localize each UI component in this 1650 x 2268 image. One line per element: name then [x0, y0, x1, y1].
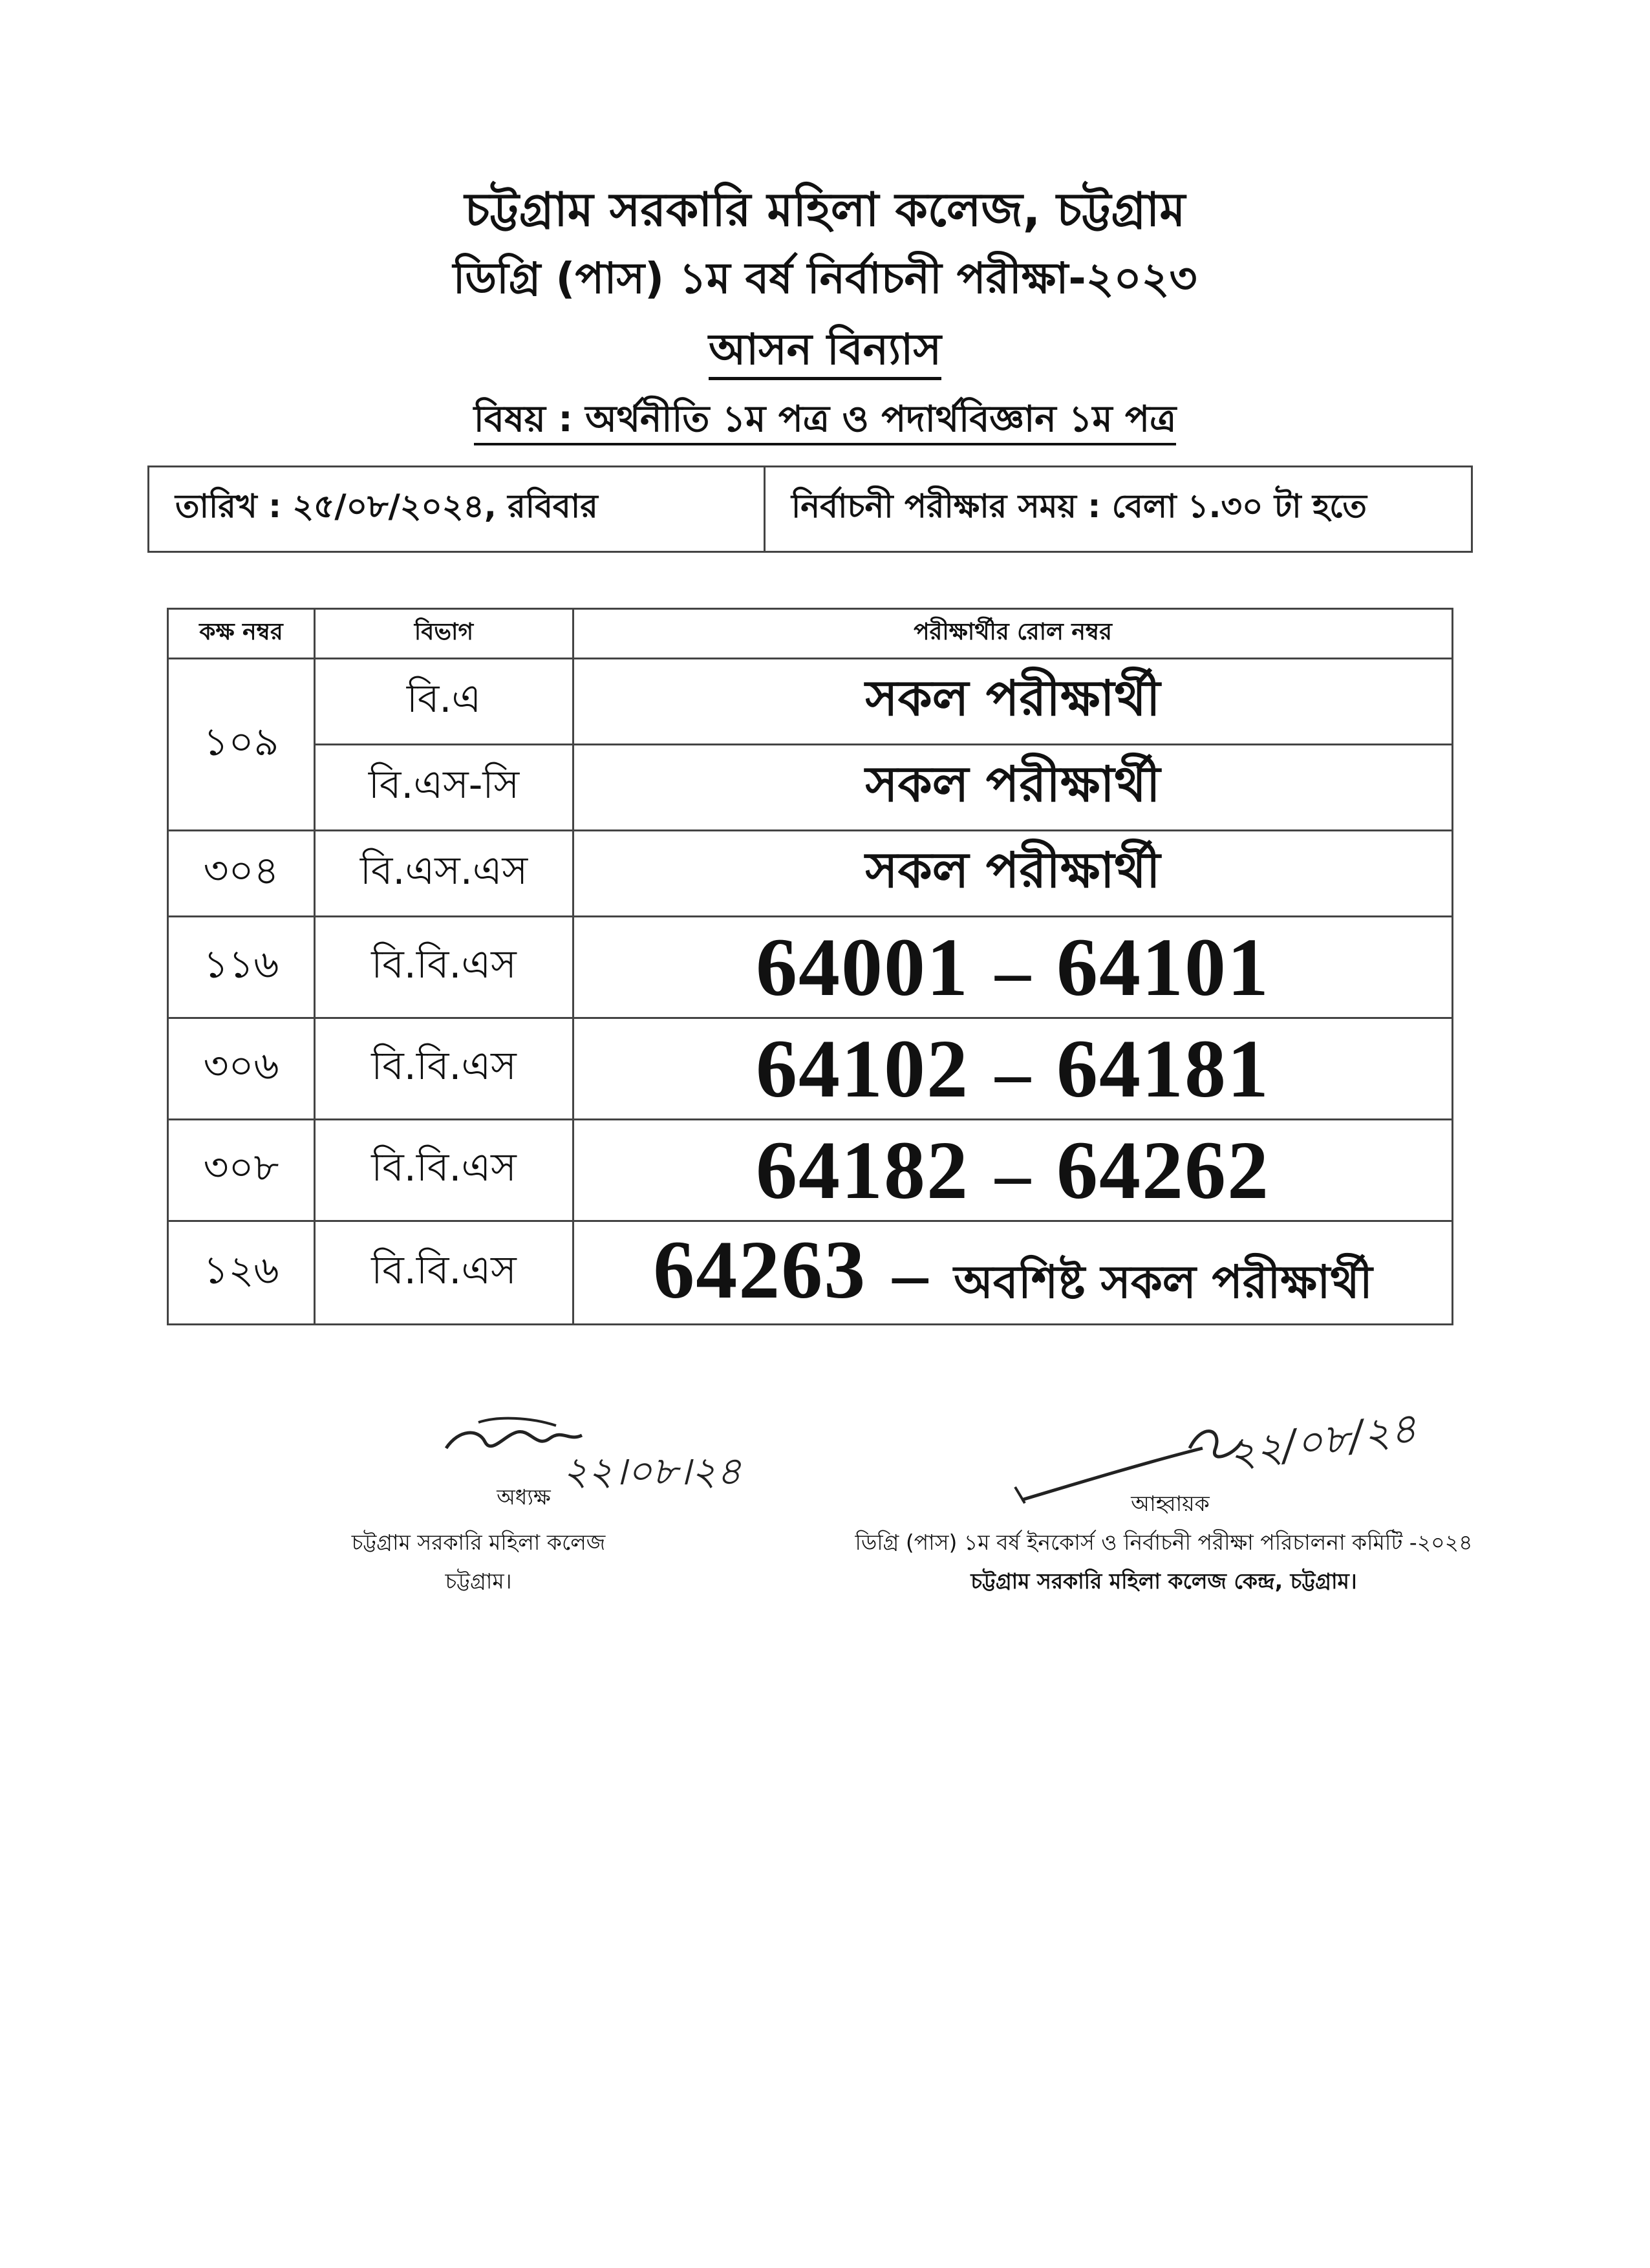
convener-title: আহ্বায়ক — [1131, 1491, 1210, 1516]
principal-handwritten-date: ২২।০৮।২৪ — [562, 1449, 742, 1494]
room-number: ৩০৪ — [168, 831, 315, 917]
header-room: কক্ষ নম্বর — [168, 609, 315, 659]
roll-separator: – — [995, 1032, 1031, 1112]
roll-range — [573, 1018, 1453, 1120]
room-number: ১২৬ — [168, 1221, 315, 1325]
exam-time: নির্বাচনী পরীক্ষার সময় : বেলা ১.৩০ টা হতে — [765, 467, 1472, 552]
department: বি.এস.এস — [315, 831, 573, 917]
college-name: চট্টগ্রাম সরকারি মহিলা কলেজ, চট্টগ্রাম — [464, 182, 1186, 237]
room-number: ১১৬ — [168, 917, 315, 1018]
table-row — [168, 745, 1453, 831]
table-row — [168, 831, 1453, 917]
exam-title: ডিগ্রি (পাস) ১ম বর্ষ নির্বাচনী পরীক্ষা-২০২৩ — [453, 253, 1197, 303]
roll-range: সকল পরীক্ষার্থী — [573, 745, 1453, 831]
roll-from: 64001 — [756, 921, 969, 1013]
room-number: ১০৯ — [168, 659, 315, 831]
subject-line — [0, 391, 1650, 452]
table-row — [168, 917, 1453, 1018]
roll-to: 64181 — [1056, 1022, 1270, 1115]
roll-to: 64262 — [1056, 1124, 1270, 1216]
table-row — [168, 1120, 1453, 1221]
roll-remaining: অবশিষ্ট সকল পরীক্ষার্থী — [954, 1256, 1373, 1309]
roll-from: 64182 — [756, 1124, 969, 1216]
exam-date: তারিখ : ২৫/০৮/২০২৪, রবিবার — [149, 467, 765, 552]
table-header-row — [168, 609, 1453, 659]
department: বি.বি.এস — [315, 1221, 573, 1325]
department: বি.বি.এস — [315, 1120, 573, 1221]
roll-from: 64102 — [756, 1022, 969, 1115]
convener-center: চট্টগ্রাম সরকারি মহিলা কলেজ কেন্দ্র, চট্টগ্রাম। — [970, 1568, 1357, 1594]
roll-range — [573, 1221, 1453, 1325]
roll-range — [573, 917, 1453, 1018]
department: বি.এ — [315, 659, 573, 745]
page-title — [0, 317, 1650, 388]
principal-title: অধ্যক্ষ — [497, 1484, 551, 1510]
subject-text: বিষয় : অর্থনীতি ১ম পত্র ও পদার্থবিজ্ঞান ১ম পত্র — [474, 398, 1176, 445]
roll-separator: – — [995, 1134, 1031, 1214]
room-number: ৩০৬ — [168, 1018, 315, 1120]
convener-handwritten-date: ২২/০৮/২৪ — [1225, 1404, 1420, 1479]
convener-committee: ডিগ্রি (পাস) ১ম বর্ষ ইনকোর্স ও নির্বাচনী পরীক্ষা পরিচালনা কমিটি -২০২৪ — [855, 1530, 1473, 1555]
roll-separator: – — [995, 931, 1031, 1011]
roll-range: সকল পরীক্ষার্থী — [573, 659, 1453, 745]
roll-range — [573, 1120, 1453, 1221]
principal-city: চট্টগ্রাম। — [445, 1568, 512, 1594]
table-row — [168, 1018, 1453, 1120]
table-row — [168, 1221, 1453, 1325]
department: বি.বি.এস — [315, 1018, 573, 1120]
roll-from: 64263 — [653, 1224, 867, 1316]
principal-college: চট্টগ্রাম সরকারি মহিলা কলেজ — [351, 1530, 606, 1555]
header-roll: পরীক্ষার্থীর রোল নম্বর — [573, 609, 1453, 659]
room-number: ৩০৮ — [168, 1120, 315, 1221]
roll-to: 64101 — [1056, 921, 1270, 1013]
roll-separator: – — [892, 1234, 928, 1313]
roll-range: সকল পরীক্ষার্থী — [573, 831, 1453, 917]
table-row — [168, 659, 1453, 745]
info-table — [147, 465, 1473, 553]
seat-plan-table — [167, 608, 1453, 1325]
seat-plan-title: আসন বিন্যাস — [709, 325, 941, 380]
department: বি.বি.এস — [315, 917, 573, 1018]
department: বি.এস-সি — [315, 745, 573, 831]
header-dept: বিভাগ — [315, 609, 573, 659]
